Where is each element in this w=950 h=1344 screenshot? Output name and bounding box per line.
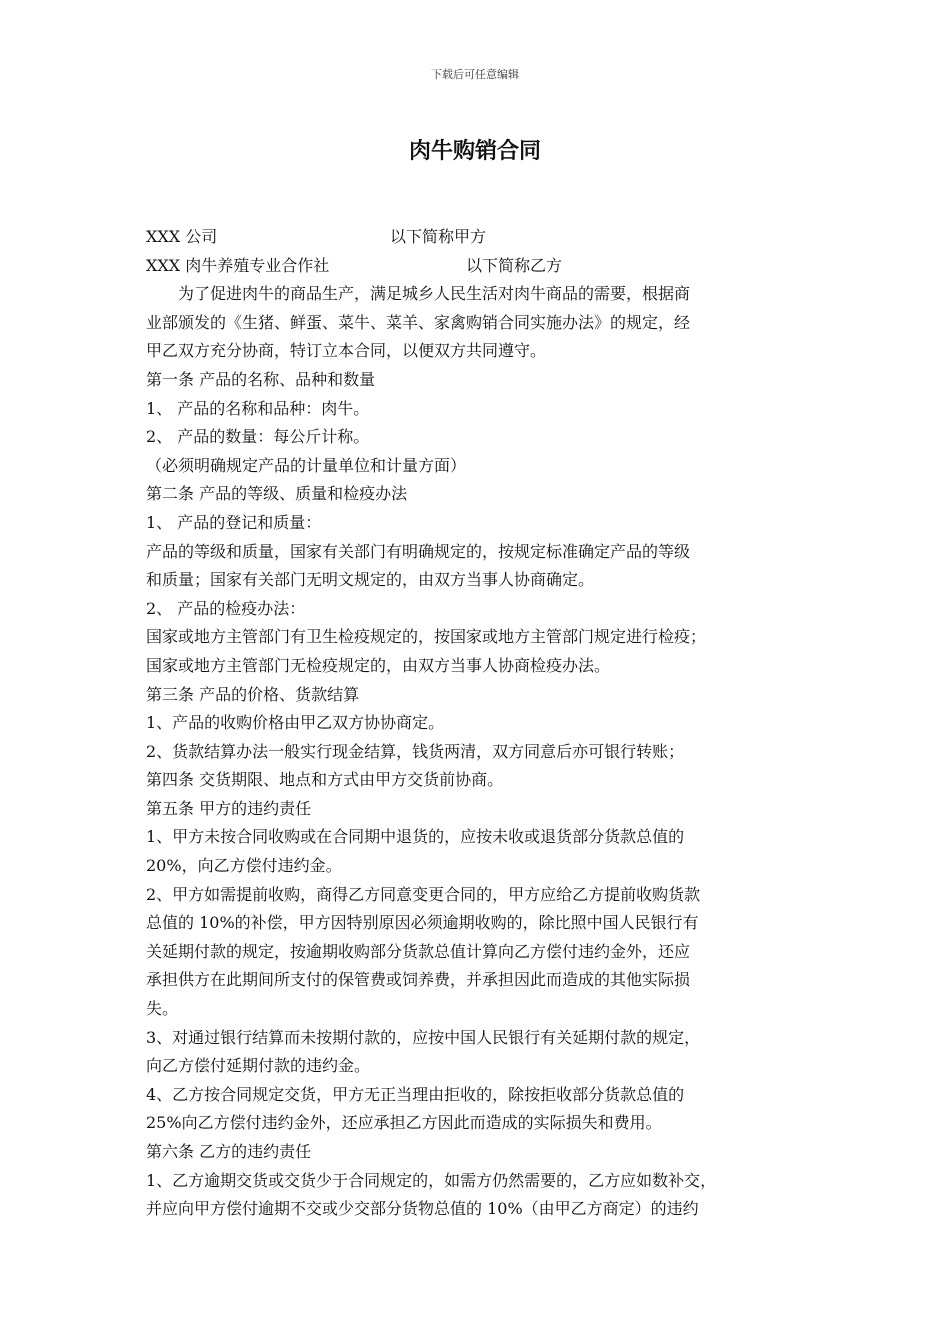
text-line: 2、甲方如需提前收购，商得乙方同意变更合同的，甲方应给乙方提前收购货款 — [146, 884, 701, 904]
text-line: 1、乙方逾期交货或交货少于合同规定的，如需方仍然需要的，乙方应如数补交， — [146, 1170, 717, 1190]
text-line: 向乙方偿付延期付款的违约金。 — [146, 1056, 371, 1076]
text-line: 产品的等级和质量，国家有关部门有明确规定的，按规定标准确定产品的等级 — [146, 541, 691, 561]
text-line: 第五条 甲方的违约责任 — [146, 798, 312, 818]
text-line: 失。 — [146, 999, 179, 1019]
text-line: 1、 产品的名称和品种：肉牛。 — [146, 398, 370, 418]
text-line: 第三条 产品的价格、货款结算 — [146, 684, 360, 704]
text-line: 承担供方在此期间所支付的保管费或饲养费，并承担因此而造成的其他实际损 — [146, 970, 691, 990]
text-line: 2、 产品的数量：每公斤计称。 — [146, 427, 370, 447]
text-line: 4、乙方按合同规定交货，甲方无正当理由拒收的，除按拒收部分货款总值的 — [146, 1084, 685, 1104]
text-line: 25%向乙方偿付违约金外，还应承担乙方因此而造成的实际损失和费用。 — [146, 1113, 662, 1133]
party-a-alias: 以下简称甲方 — [390, 227, 487, 246]
text-line: 和质量；国家有关部门无明文规定的，由双方当事人协商确定。 — [146, 570, 595, 590]
text-line: 1、甲方未按合同收购或在合同期中退货的，应按未收或退货部分货款总值的 — [146, 827, 685, 847]
text-line: 甲乙双方充分协商，特订立本合同，以便双方共同遵守。 — [146, 341, 547, 361]
text-line: 为了促进肉牛的商品生产，满足城乡人民生活对肉牛商品的需要，根据商 — [178, 284, 691, 304]
contract-lines — [146, 280, 826, 1224]
text-line: 并应向甲方偿付逾期不交或少交部分货物总值的 10%（由甲乙方商定）的违约 — [146, 1199, 699, 1219]
party-b-alias: 以下简称乙方 — [466, 255, 563, 275]
text-line: 1、 产品的登记和质量： — [146, 512, 322, 532]
text-line: 业部颁发的《生猪、鲜蛋、菜牛、菜羊、家禽购销合同实施办法》的规定，经 — [146, 312, 691, 332]
text-line: 总值的 10%的补偿，甲方因特别原因必须逾期收购的，除比照中国人民银行有 — [146, 913, 699, 933]
party-a-line — [146, 223, 826, 252]
party-b-line — [146, 252, 826, 281]
text-line: 1、产品的收购价格由甲乙双方协协商定。 — [146, 713, 445, 733]
text-line: 国家或地方主管部门无检疫规定的，由双方当事人协商检疫办法。 — [146, 655, 611, 675]
header-note: 下载后可任意编辑 — [431, 68, 519, 81]
party-a-name: XXX 公司 — [146, 227, 218, 246]
text-line: 关延期付款的规定，按逾期收购部分货款总值计算向乙方偿付违约金外，还应 — [146, 941, 691, 961]
text-line: 20%，向乙方偿付违约金。 — [146, 856, 342, 876]
text-line: 国家或地方主管部门有卫生检疫规定的，按国家或地方主管部门规定进行检疫； — [146, 627, 707, 647]
contract-body — [146, 223, 826, 1224]
text-line: （必须明确规定产品的计量单位和计量方面） — [146, 455, 467, 475]
text-line: 第一条 产品的名称、品种和数量 — [146, 369, 376, 389]
text-line: 第二条 产品的等级、质量和检疫办法 — [146, 484, 408, 504]
text-line: 第四条 交货期限、地点和方式由甲方交货前协商。 — [146, 770, 504, 790]
text-line: 2、 产品的检疫办法： — [146, 598, 306, 618]
contract-title: 肉牛购销合同 — [408, 139, 541, 164]
party-b-name: XXX 肉牛养殖专业合作社 — [146, 255, 330, 275]
text-line: 2、货款结算办法一般实行现金结算，钱货两清，双方同意后亦可银行转账； — [146, 741, 685, 761]
text-line: 3、对通过银行结算而未按期付款的，应按中国人民银行有关延期付款的规定， — [146, 1027, 701, 1047]
text-line: 第六条 乙方的违约责任 — [146, 1142, 312, 1161]
